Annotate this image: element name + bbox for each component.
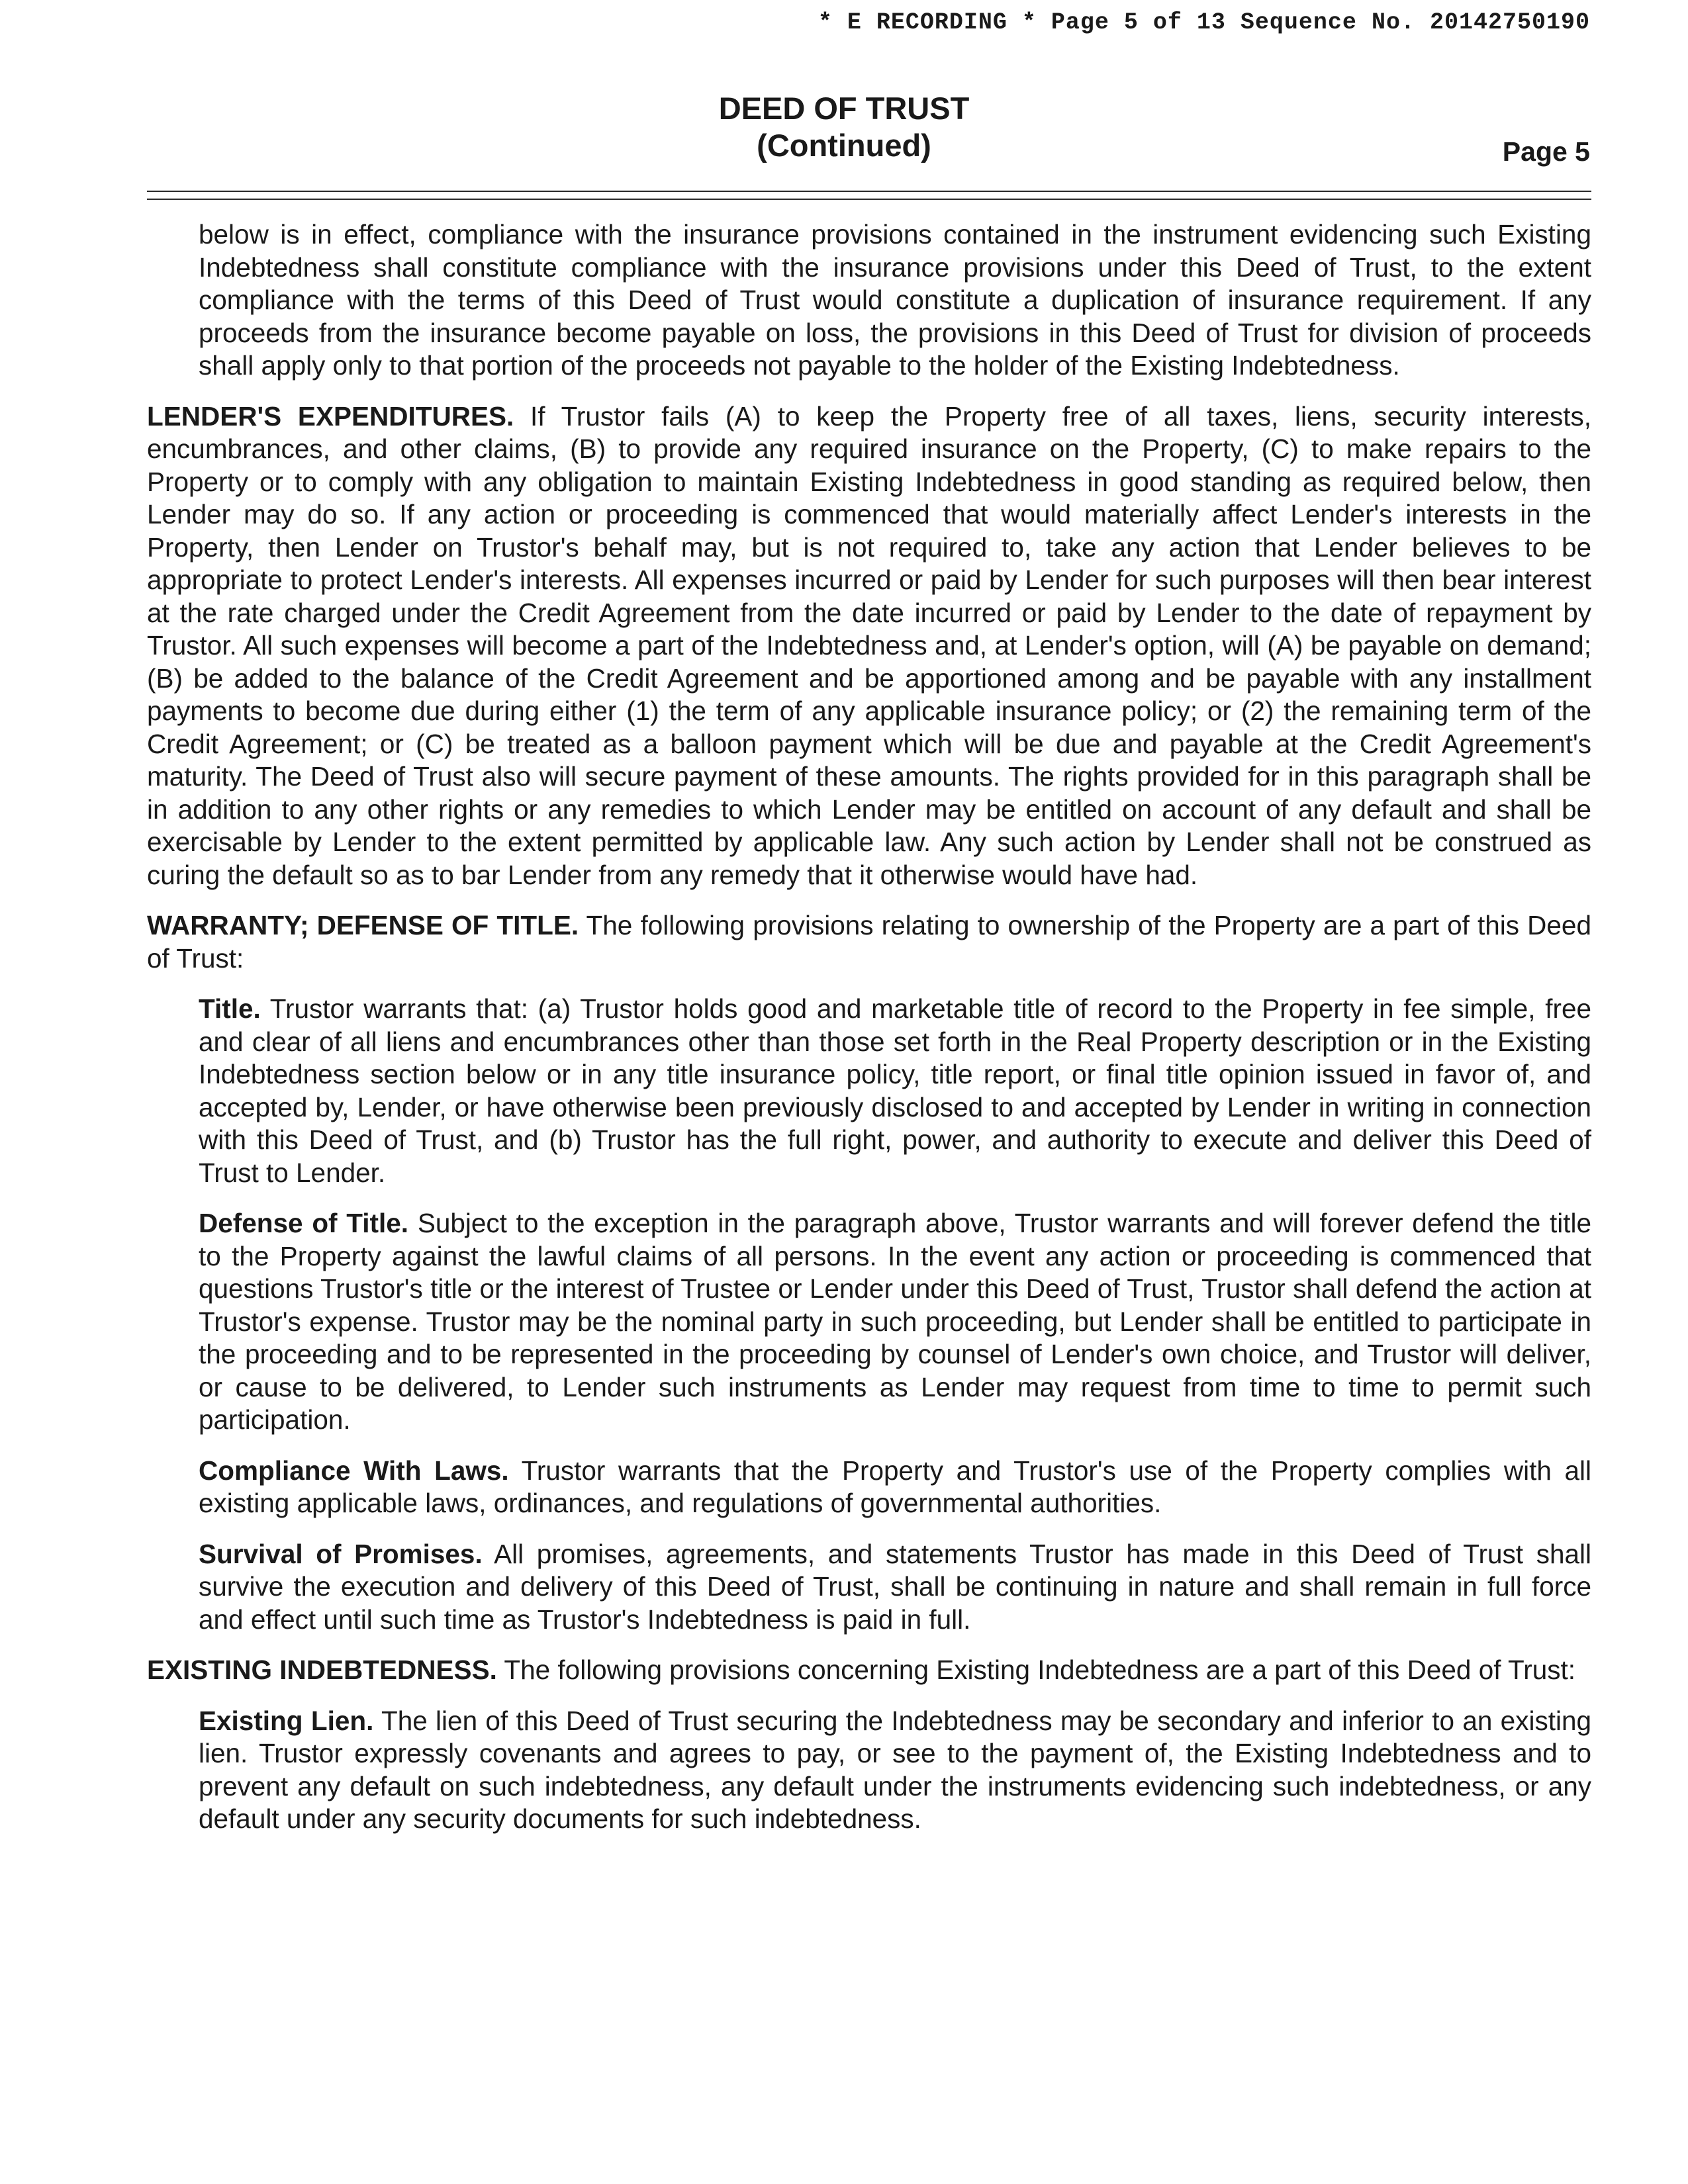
paragraph-text: Trustor warrants that: (a) Trustor holds good and marketable title of record to the Property in fee simple, free and clear of all liens and encumbrances other than those set forth in the Real Property description or in the Existing Indebtedness section below or in any title insurance policy, title report, or final title opinion issued in favor of, and accepted by, Lender, or have otherwise been previously disclosed to and accepted by Lender in writing in connection with this Deed of Trust, and (b) Trustor has the full right, power, and authority to execute and deliver this Deed of Trust to Lender. <box>199 993 1591 1188</box>
recording-stamp: * E RECORDING * Page 5 of 13 Sequence No. 20142750190 <box>818 9 1590 36</box>
paragraph-text: The following provisions concerning Existing Indebtedness are a part of this Deed of Trust: <box>504 1655 1576 1685</box>
warranty-paragraph <box>147 909 1591 975</box>
compliance-with-laws-paragraph <box>199 1455 1591 1520</box>
header-divider-bottom <box>147 199 1591 200</box>
paragraph-text: below is in effect, compliance with the insurance provisions contained in the instrument evidencing such Existing Indebtedness shall constitute compliance with the insurance provisions under this Deed of Trust, to the extent compliance with the terms of this Deed of Trust would constitute a duplication of insurance requirement. If any proceeds from the insurance become payable on loss, the provisions in this Deed of Trust for division of proceeds shall apply only to that portion of the proceeds not payable to the holder of the Existing Indebtedness. <box>199 219 1591 381</box>
document-subtitle: (Continued) <box>757 128 931 163</box>
existing-indebtedness-paragraph <box>147 1654 1591 1687</box>
document-title: DEED OF TRUST <box>718 91 970 126</box>
paragraph-text: The lien of this Deed of Trust securing the Indebtedness may be secondary and inferior to an existing lien. Trustor expressly covenants and agrees to pay, or see to the payment of, the Existing Indebtedness and to prevent any default on such indebtedness, any default under the instruments evidencing such indebtedness, or any default under any security documents for such indebtedness. <box>199 1705 1592 1834</box>
paragraph-text: If Trustor fails (A) to keep the Property free of all taxes, liens, security interests, encumbrances, and other claims, (B) to provide any required insurance on the Property, (C) to make repairs to the Property or to comply with any obligation to maintain Existing Indebtedness in good standing as required below, then Lender may do so. If any action or proceeding is commenced that would materially affect Lender's interests in the Property, then Lender on Trustor's behalf may, but is not required to, take any action that Lender believes to be appropriate to protect Lender's interests. All expenses incurred or paid by Lender for such purposes will then bear interest at the rate charged under the Credit Agreement from the date incurred or paid by Lender to the date of repayment by Trustor. All such expenses will become a part of the Indebtedness and, at Lender's option, will (A) be payable on demand; (B) be added to the balance of the Credit Agreement and be apportioned among and be payable with any installment payments to become due during either (1) the term of any applicable insurance policy; or (2) the remaining term of the Credit Agreement; or (C) be treated as a balloon payment which will be due and payable at the Credit Agreement's maturity. The Deed of Trust also will secure payment of these amounts. The rights provided for in this paragraph shall be in addition to any other rights or any remedies to which Lender may be entitled on account of any default and shall be exercisable by Lender to the extent permitted by applicable law. Any such action by Lender shall not be construed as curing the default so as to bar Lender from any remedy that it otherwise would have had. <box>147 400 1591 890</box>
subsection-heading: Defense of Title. <box>199 1208 409 1238</box>
subsection-heading: Compliance With Laws. <box>199 1455 509 1486</box>
survival-of-promises-paragraph <box>199 1538 1591 1637</box>
insurance-continuation-paragraph <box>199 218 1591 383</box>
paragraph-text: Subject to the exception in the paragraph above, Trustor warrants and will forever defend the title to the Property against the lawful claims of all persons. In the event any action or proceeding is commenced that questions Trustor's title or the interest of Trustee or Lender under this Deed of Trust, Trustor shall defend the action at Trustor's expense. Trustor may be the nominal party in such proceeding, but Lender shall be entitled to participate in the proceeding and to be represented in the proceeding by counsel of Lender's own choice, and Trustor will deliver, or cause to be delivered, to Lender such instruments as Lender may request from time to time to permit such participation. <box>199 1208 1592 1435</box>
subsection-heading: Title. <box>199 993 261 1024</box>
paragraph-text: All promises, agreements, and statements Trustor has made in this Deed of Trust shall survive the execution and delivery of this Deed of Trust, shall be continuing in nature and shall remain in full force and effect until such time as Trustor's Indebtedness is paid in full. <box>199 1538 1591 1635</box>
defense-of-title-paragraph <box>199 1207 1591 1437</box>
header-divider-top <box>147 191 1591 192</box>
subsection-heading: Survival of Promises. <box>199 1538 483 1569</box>
section-heading: WARRANTY; DEFENSE OF TITLE. <box>147 910 579 940</box>
paragraph-text: Trustor warrants that the Property and Trustor's use of the Property complies with all existing applicable laws, ordinances, and regulations of governmental authorities. <box>199 1455 1591 1518</box>
page-number: Page 5 <box>1502 136 1590 167</box>
subsection-heading: Existing Lien. <box>199 1705 374 1736</box>
document-body <box>147 218 1591 1854</box>
paragraph-text: The following provisions relating to ownership of the Property are a part of this Deed of Trust: <box>147 910 1591 974</box>
existing-lien-paragraph <box>199 1705 1591 1836</box>
title-paragraph <box>199 993 1591 1189</box>
lenders-expenditures-paragraph <box>147 400 1591 892</box>
section-heading: LENDER'S EXPENDITURES. <box>147 400 514 432</box>
section-heading: EXISTING INDEBTEDNESS. <box>147 1655 497 1685</box>
